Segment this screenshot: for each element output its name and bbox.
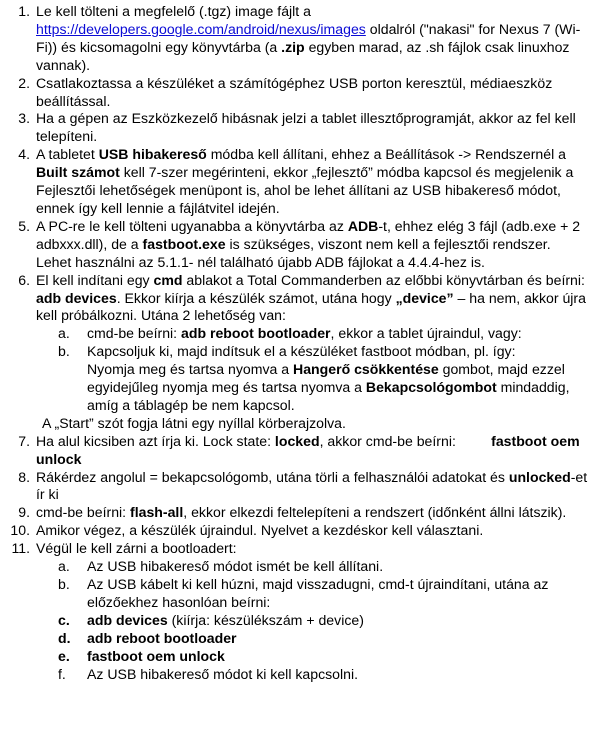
sub-letter: a. [58, 325, 70, 342]
step-11-option-a: a. Az USB hibakereső módot ismét be kell állítani. [58, 558, 384, 575]
step-number: 4. [18, 146, 30, 163]
step-11-option-d: d. adb reboot bootloader [58, 629, 237, 646]
step-number: 7. [18, 432, 30, 449]
step-1: 1. Le kell tölteni a megfelelő (.tgz) image fájlt a https://developers.google.com/android/nexus/images oldalról ("nakasi" for Nexus 7 (Wi-Fi)) és kicsomagolni egy könyvtárba (a .zip egyben marad, az .sh fájlok csak linuxhoz vannak). [6, 3, 599, 75]
step-6: 6. El kell indítani egy cmd ablakot a Total Commanderben az előbbi könyvtárban és beírni: adb devices. Ekkor kiírja a készülék számot, utána hogy „device” – ha nem, akkor újra kell próbálkozni. Utána 2 lehetőség van: [6, 272, 599, 326]
step-11: 11. Végül le kell zárni a bootloadert: [6, 540, 599, 558]
step-4: 4. A tabletet USB hibakereső módba kell állítani, ehhez a Beállítások -> Rendszernél a Built számot kell 7-szer megérinteni, ekkor „fejlesztő” módba kapcsol és megjelenik a Fejlesztői lehetőségek menüpont is, ahol be lehet állítani az USB hibakereső módot, ennek így kell lennie a fájlátvitel idején. [6, 146, 599, 218]
step-7: 7. Ha alul kicsiben azt írja ki. Lock state: locked, akkor cmd-be beírni: fastboot oem unlock [6, 433, 599, 469]
step-2: 2. Csatlakoztassa a készüléket a számítógéphez USB porton keresztül, médiaeszköz beállítással. [6, 75, 599, 111]
step-11-option-c: c. adb devices (kiírja: készülékszám + device) [58, 611, 364, 628]
step-number: 9. [18, 504, 30, 521]
step-number: 3. [18, 110, 30, 127]
step-number: 5. [18, 217, 30, 234]
step-number: 1. [18, 3, 30, 19]
sub-letter: a. [58, 558, 70, 575]
sub-letter: b. [58, 576, 70, 592]
step-10: 10. Amikor végez, a készülék újraindul. Nyelvet a kezdéskor kell választani. [6, 522, 599, 540]
step-3: 3. Ha a gépen az Eszközkezelő hibásnak jelzi a tablet illesztőprogramját, akkor az fel kell telepíteni. [6, 110, 599, 146]
step-9: 9. cmd-be beírni: flash-all, ekkor elkezdi feltelepíteni a rendszert (időnként állni látszik). [6, 504, 599, 522]
step-number: 8. [18, 468, 30, 485]
step-number: 2. [18, 74, 30, 91]
step-11-option-f: f. Az USB hibakereső módot ki kell kapcsolni. [58, 665, 359, 682]
sub-letter: b. [58, 343, 70, 360]
nexus-images-link[interactable]: https://developers.google.com/android/nexus/images [36, 20, 366, 37]
sub-letter: c. [58, 611, 70, 628]
sub-letter: f. [58, 665, 66, 682]
step-6-option-a: a. cmd-be beírni: adb reboot bootloader, ekkor a tablet újraindul, vagy: [58, 325, 522, 342]
step-6-option-b: b. Kapcsoljuk ki, majd indítsuk el a készüléket fastboot módban, pl. így: Nyomja meg és tartsa nyomva a Hangerő csökkentése gombot, majd ezzel egyidejűleg nyomja meg és tartsa nyomva a Bekapcsológombot mindaddig, amíg a táblagép be nem kapcsol. [58, 343, 570, 413]
step-11-option-b: b. Az USB kábelt ki kell húzni, majd visszadugni, cmd-t újraindítani, utána az előzőekhez hasonlóan beírni: [58, 576, 549, 610]
step-number: 10. [10, 522, 30, 539]
start-note: A „Start” szót fogja látni egy nyíllal körberajzolva. [42, 414, 346, 431]
step-5: 5. A PC-re le kell tölteni ugyanabba a könyvtárba az ADB-t, ehhez elég 3 fájl (adb.exe + 2 adbxxx.dll), de a fastboot.exe is szükséges, viszont nem kell a fejlesztői rendszer. Lehet használni az 5.1.1- nél található újabb ADB fájlokat a 4.4.4-hez is. [6, 218, 599, 272]
step-number: 11. [11, 540, 30, 557]
sub-letter: e. [58, 647, 70, 664]
step-11-option-e: e. fastboot oem unlock [58, 647, 225, 664]
sub-letter: d. [58, 629, 71, 646]
step-number: 6. [18, 271, 30, 288]
step-8: 8. Rákérdez angolul = bekapcsológomb, utána törli a felhasználói adatokat és unlocked-et ír ki [6, 469, 599, 505]
